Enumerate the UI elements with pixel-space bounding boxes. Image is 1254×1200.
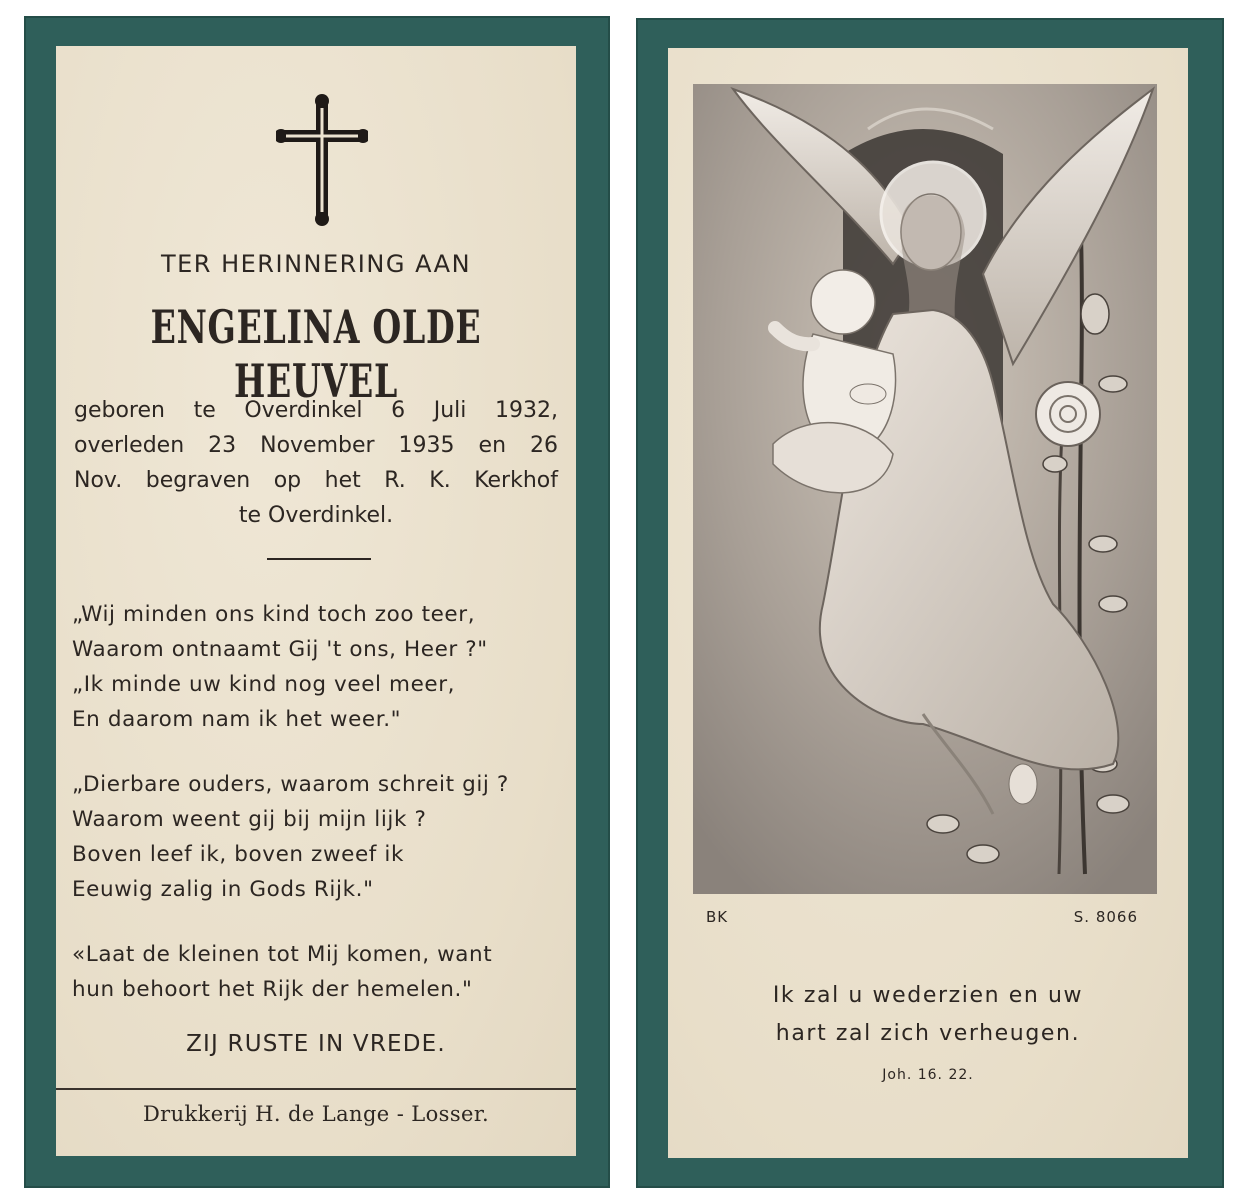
scripture-reference: Joh. 16. 22. [882,1067,974,1083]
angel-with-child-illustration [693,84,1157,894]
card-paper-back [668,48,1188,1158]
heading: TER HERINNERING AAN [160,250,472,278]
divider [56,1088,576,1090]
bio-line: overleden 23 November 1935 en 26 [74,433,558,458]
verse-line: «Laat de kleinen tot Mij komen, want [72,942,493,967]
print-code-left: BK [706,908,729,926]
print-code-right: S. 8066 [1073,908,1138,926]
verse-line: Eeuwig zalig in Gods Rijk." [72,877,374,902]
cross-icon [276,94,368,226]
verse-line: En daarom nam ik het weer." [72,707,402,732]
verse-line: Boven leef ik, boven zweef ik [72,842,405,867]
memorial-card-front [24,16,610,1188]
bio-line: Nov. begraven op het R. K. Kerkhof [74,468,558,493]
verse-line: „Dierbare ouders, waarom schreit gij ? [72,772,509,797]
printer-credit: Drukkerij H. de Lange - Losser. [142,1102,490,1126]
memorial-card-back [636,18,1224,1188]
card-paper-front [56,46,576,1156]
bio-line: te Overdinkel. [238,503,394,528]
deceased-name: ENGELINA OLDE HEUVEL [150,300,482,408]
verse-line: Waarom weent gij bij mijn lijk ? [72,807,427,832]
closing-line: ZIJ RUSTE IN VREDE. [186,1031,446,1057]
verse-line: „Ik minde uw kind nog veel meer, [72,672,456,697]
verse-line: hun behoort het Rijk der hemelen." [72,977,473,1002]
bio-line: geboren te Overdinkel 6 Juli 1932, [74,398,558,423]
quote-line: hart zal zich verheugen. [775,1021,1081,1046]
divider [267,558,371,560]
verse-line: Waarom ontnaamt Gij 't ons, Heer ?" [72,637,488,662]
verse-line: „Wij minden ons kind toch zoo teer, [72,602,476,627]
quote-line: Ik zal u wederzien en uw [772,983,1084,1008]
